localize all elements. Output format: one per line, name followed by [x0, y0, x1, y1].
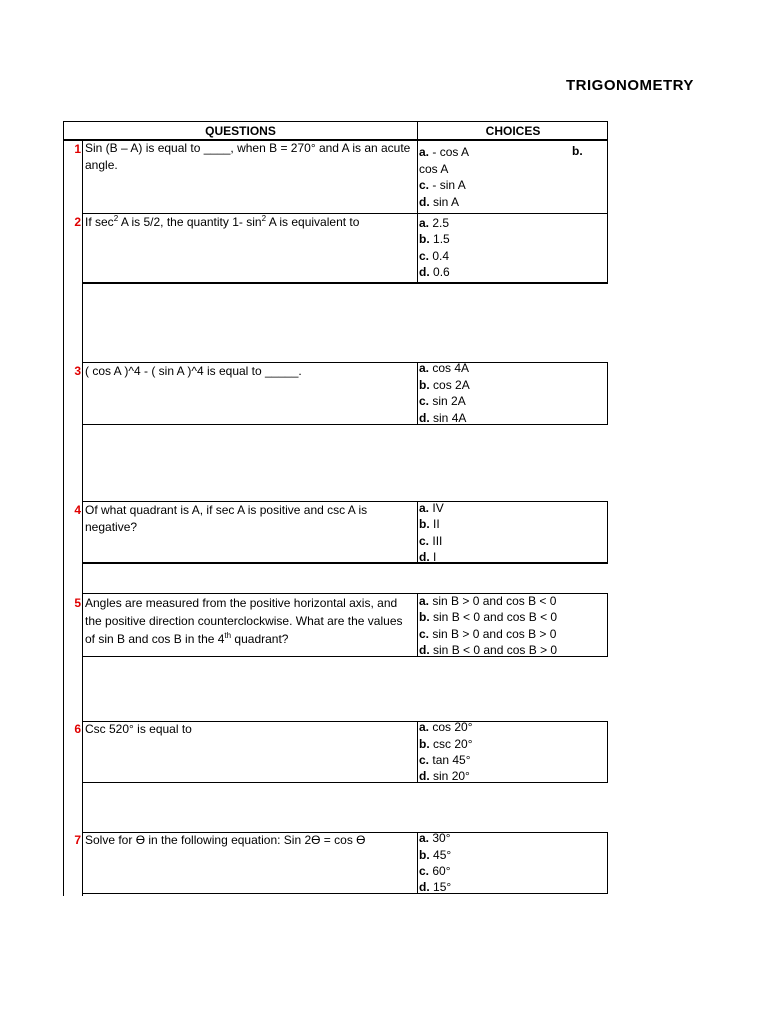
question-text: Sin (B – A) is equal to ____, when B = 270° and A is an acute angle. — [85, 141, 411, 172]
question-number: 5 — [74, 596, 81, 610]
question-number: 1 — [74, 142, 81, 156]
choice-c: c. - sin A — [419, 178, 466, 192]
choice-b: b. cos 2A — [419, 378, 470, 392]
question-text: Csc 520° is equal to — [85, 722, 192, 736]
choice-a: a. 2.5 — [419, 216, 450, 230]
question-text: Solve for ϴ in the following equation: Sin 2ϴ = cos ϴ — [85, 833, 366, 847]
choice-d: d. 15° — [419, 880, 452, 894]
choice-d: d. I — [419, 550, 437, 564]
choices-header: CHOICES — [485, 124, 541, 138]
choice-d: d. sin 4A — [419, 411, 467, 425]
q3-right-border — [607, 362, 608, 424]
choice-a: a. - cos A — [419, 145, 470, 159]
q1-divider — [417, 140, 418, 213]
choice-b-letter: b. — [572, 144, 583, 158]
header-divider — [417, 121, 418, 140]
choice-c: c. tan 45° — [419, 753, 471, 767]
question-text: If $\sec^2 A$ is 5/2, the quantity 1- $\sin^2 A$ is equivalent to — [85, 214, 360, 229]
questions-header: QUESTIONS — [205, 124, 276, 138]
q6-divider — [417, 721, 418, 783]
choice-a: a. sin B > 0 and cos B < 0 — [419, 594, 557, 608]
header-top-border — [63, 121, 608, 122]
question-number: 7 — [74, 833, 81, 847]
q2-bottom-border — [82, 282, 608, 284]
q3-bottom-border — [82, 424, 608, 425]
choice-a: a. IV — [419, 501, 444, 515]
question-number: 2 — [74, 215, 81, 229]
choice-c: c. 60° — [419, 864, 451, 878]
header-right-border — [607, 121, 608, 140]
choice-c: c. sin 2A — [419, 394, 466, 408]
q4-divider — [417, 501, 418, 563]
choice-c: c. sin B > 0 and cos B > 0 — [419, 627, 557, 641]
q7-bottom-border — [82, 893, 608, 894]
choice-b: b. II — [419, 517, 440, 531]
question-text: Of what quadrant is A, if sec A is positive and csc A is negative? — [85, 503, 368, 534]
q1-right-border — [607, 140, 608, 213]
choice-b: b. 45° — [419, 848, 452, 862]
choice-b: cos A — [419, 162, 449, 176]
page-title: TRIGONOMETRY — [566, 77, 694, 94]
q2-divider — [417, 213, 418, 283]
q4-bottom-border — [82, 562, 608, 564]
choice-a: a. cos 4A — [419, 361, 470, 375]
choice-d: d. sin 20° — [419, 769, 470, 783]
q5-divider — [417, 593, 418, 656]
choice-a: a. cos 20° — [419, 720, 473, 734]
q7-divider — [417, 832, 418, 894]
choice-b: b. 1.5 — [419, 232, 450, 246]
q6-right-border — [607, 721, 608, 783]
question-number: 4 — [74, 503, 81, 517]
q2-right-border — [607, 213, 608, 283]
question-text: Angles are measured from the positive horizontal axis, and the positive direction counterclockwise. What are the values of sin B and cos B in the 4th quadrant? — [85, 596, 403, 646]
question-text: ( cos A )^4 - ( sin A )^4 is equal to _____. — [85, 364, 302, 378]
choice-c: c. 0.4 — [419, 249, 450, 263]
q4-right-border — [607, 501, 608, 563]
question-number: 3 — [74, 364, 81, 378]
q6-bottom-border — [82, 782, 608, 783]
choice-d: d. sin B < 0 and cos B > 0 — [419, 643, 558, 657]
choice-b: b. csc 20° — [419, 737, 473, 751]
q5-right-border — [607, 593, 608, 656]
choice-a: a. 30° — [419, 831, 451, 845]
choice-d: d. sin A — [419, 195, 460, 209]
choice-b: b. sin B < 0 and cos B < 0 — [419, 610, 558, 624]
choice-d: d. 0.6 — [419, 265, 450, 279]
q3-divider — [417, 362, 418, 424]
q7-right-border — [607, 832, 608, 894]
choice-c: c. III — [419, 534, 443, 548]
question-number: 6 — [74, 722, 81, 736]
